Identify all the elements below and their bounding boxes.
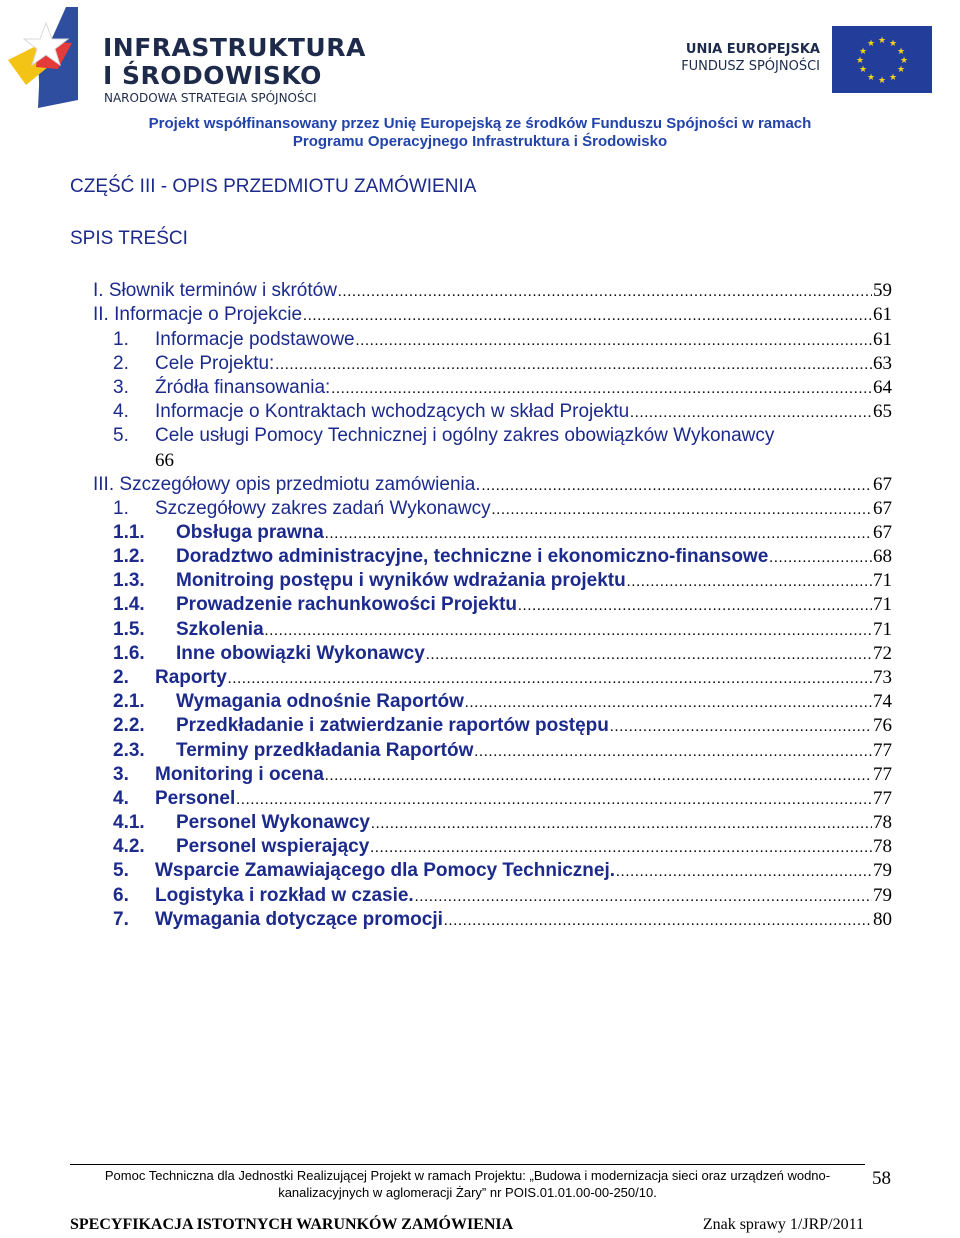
- toc-label: Wsparcie Zamawiającego dla Pomocy Technicznej.: [155, 860, 616, 881]
- svg-text:★: ★: [896, 65, 906, 75]
- toc-leader: [610, 719, 872, 736]
- toc-label: Personel: [155, 788, 236, 809]
- toc-entry[interactable]: [113, 812, 892, 836]
- toc-leader: [356, 333, 872, 350]
- toc-page: 72: [873, 643, 892, 664]
- toc-leader: [482, 478, 872, 495]
- toc-number: 6.: [113, 885, 129, 906]
- toc-entry[interactable]: [113, 691, 892, 715]
- toc-page: 71: [873, 594, 892, 615]
- eu-union-label: UNIA EUROPEJSKA: [685, 42, 820, 57]
- toc-entry[interactable]: [113, 329, 892, 353]
- logo-title-line1: INFRASTRUKTURA: [103, 33, 366, 62]
- toc-entry[interactable]: [113, 594, 892, 618]
- toc-page: 67: [873, 498, 892, 519]
- toc-leader: [627, 574, 872, 591]
- toc-page: 61: [873, 329, 892, 350]
- toc-page: 76: [873, 715, 892, 736]
- toc-number: 5.: [113, 425, 129, 446]
- toc-entry[interactable]: [113, 425, 892, 449]
- toc-number: 1.6.: [113, 643, 145, 664]
- toc-page: 80: [873, 909, 892, 930]
- eu-fund-label: [681, 42, 820, 74]
- toc-number: 1.4.: [113, 594, 145, 615]
- toc-page: 67: [873, 522, 892, 543]
- toc-number: 2.2.: [113, 715, 145, 736]
- toc-page: 77: [873, 740, 892, 761]
- toc-number: 1.2.: [113, 546, 145, 567]
- toc-entry[interactable]: [113, 498, 892, 522]
- footer-project-line2: kanalizacyjnych w aglomeracji Żary” nr POIS.01.01.00-00-250/10.: [278, 1185, 657, 1200]
- toc-label: Szkolenia: [176, 619, 264, 640]
- toc-entry[interactable]: [113, 619, 892, 643]
- toc-heading: SPIS TREŚCI: [70, 228, 188, 249]
- toc-entry[interactable]: [113, 740, 892, 764]
- toc-page: 78: [873, 836, 892, 857]
- logo-subtitle: NARODOWA STRATEGIA SPÓJNOŚCI: [104, 91, 317, 105]
- toc-number: 2.1.: [113, 691, 145, 712]
- toc-number: 4.: [113, 788, 129, 809]
- toc-page: 77: [873, 788, 892, 809]
- toc-number: 4.1.: [113, 812, 145, 833]
- toc-label: Słownik terminów i skrótów: [108, 280, 337, 301]
- toc-label: Doradztwo administracyjne, techniczne i ekonomiczno-finansowe: [176, 546, 769, 567]
- toc-entry[interactable]: [113, 546, 892, 570]
- toc-entry[interactable]: [113, 860, 892, 884]
- svg-text:★: ★: [877, 76, 887, 86]
- footer-case-reference: Znak sprawy 1/JRP/2011: [702, 1216, 864, 1233]
- toc-leader: [275, 357, 872, 374]
- svg-text:★: ★: [858, 65, 868, 75]
- toc-number: 2.: [113, 353, 129, 374]
- toc-label: Obsługa prawna: [176, 522, 324, 543]
- toc-label: Wymagania odnośnie Raportów: [176, 691, 464, 712]
- cofinance-line2: Programu Operacyjnego Infrastruktura i Środowisko: [292, 133, 668, 150]
- toc-label: Szczegółowy opis przedmiotu zamówienia.: [119, 474, 481, 495]
- toc-page: 79: [873, 860, 892, 881]
- toc-leader: [415, 889, 872, 906]
- toc-leader: [426, 647, 872, 664]
- toc-page: 77: [873, 764, 892, 785]
- cofinance-line1: Projekt współfinansowany przez Unię Europejską ze środków Funduszu Spójności w ramach: [148, 115, 812, 132]
- toc-leader: [370, 840, 872, 857]
- toc-page: 68: [873, 546, 892, 567]
- cohesion-fund-label: FUNDUSZ SPÓJNOŚCI: [681, 59, 820, 74]
- toc-leader: [303, 308, 872, 325]
- toc-leader: [769, 550, 872, 567]
- toc-label: Monitroing postępu i wyników wdrażania projektu: [176, 570, 626, 591]
- footer-project-note: [70, 1167, 865, 1201]
- toc-entry[interactable]: [113, 788, 892, 812]
- toc-entry[interactable]: [93, 474, 892, 498]
- toc-page: 74: [873, 691, 892, 712]
- svg-text:★: ★: [888, 39, 898, 49]
- toc-label: Informacje podstawowe: [155, 329, 355, 350]
- infrastruktura-logo: [8, 5, 366, 110]
- toc-number: 2.: [113, 667, 129, 688]
- toc-label: Informacje o Projekcie: [114, 304, 303, 325]
- toc-entry[interactable]: [113, 377, 892, 401]
- toc-number: 1.3.: [113, 570, 145, 591]
- toc-number: 2.3.: [113, 740, 145, 761]
- page-number: 58: [872, 1168, 891, 1189]
- svg-text:★: ★: [877, 36, 887, 46]
- toc-label: Monitoring i ocena: [155, 764, 324, 785]
- toc-entry[interactable]: [113, 885, 892, 909]
- toc-entry[interactable]: [113, 667, 892, 691]
- toc-page: 63: [873, 353, 892, 374]
- toc-label: Personel Wykonawcy: [176, 812, 370, 833]
- toc-entry[interactable]: [93, 280, 892, 304]
- toc-label: Terminy przedkładania Raportów: [176, 740, 474, 761]
- toc-page: 61: [873, 304, 892, 325]
- toc-page: 71: [873, 570, 892, 591]
- toc-label: Prowadzenie rachunkowości Projektu: [176, 594, 518, 615]
- toc-page: 79: [873, 885, 892, 906]
- eu-flag-icon: [832, 26, 932, 93]
- svg-text:★: ★: [896, 47, 906, 57]
- toc-leader: [465, 695, 872, 712]
- toc-number: 3.: [113, 764, 129, 785]
- toc-number: 4.: [113, 401, 129, 422]
- toc-number: II.: [93, 304, 109, 325]
- toc-number: 4.2.: [113, 836, 145, 857]
- toc-number: 5.: [113, 860, 129, 881]
- toc-page: 73: [873, 667, 892, 688]
- toc-number: 1.1.: [113, 522, 145, 543]
- toc-entry[interactable]: [113, 764, 892, 788]
- toc-entry[interactable]: [113, 401, 892, 425]
- svg-text:★: ★: [855, 56, 865, 66]
- toc-leader: [630, 405, 872, 422]
- toc-leader: [265, 623, 872, 640]
- footer-spec-title: SPECYFIKACJA ISTOTNYCH WARUNKÓW ZAMÓWIENIA: [70, 1216, 514, 1233]
- toc-number: 7.: [113, 909, 129, 930]
- toc-number: 1.: [113, 498, 129, 519]
- footer-divider: [70, 1164, 865, 1165]
- toc-leader: [492, 502, 872, 519]
- toc-number: I.: [93, 280, 104, 301]
- toc-entry[interactable]: [113, 836, 892, 860]
- toc-entry[interactable]: [113, 522, 892, 546]
- toc-number: 3.: [113, 377, 129, 398]
- toc-label: Źródła finansowania:: [155, 377, 331, 398]
- toc-label: Wymagania dotyczące promocji: [155, 909, 443, 930]
- toc-entry[interactable]: [113, 909, 892, 933]
- logo-title-line2: I ŚRODOWISKO: [103, 61, 322, 90]
- toc-label: Logistyka i rozkład w czasie.: [155, 885, 414, 906]
- toc-page: 71: [873, 619, 892, 640]
- toc-entry[interactable]: [93, 304, 892, 328]
- toc-entry[interactable]: [113, 643, 892, 667]
- toc-page: 65: [873, 401, 892, 422]
- toc-page: 78: [873, 812, 892, 833]
- part-title: CZĘŚĆ III - OPIS PRZEDMIOTU ZAMÓWIENIA: [70, 176, 477, 197]
- toc-leader: [228, 671, 872, 688]
- toc-leader: [338, 284, 872, 301]
- toc-label: Informacje o Kontraktach wchodzących w skład Projektu: [155, 401, 630, 422]
- svg-text:★: ★: [899, 56, 909, 66]
- svg-text:★: ★: [858, 47, 868, 57]
- toc-leader: [616, 864, 872, 881]
- svg-text:★: ★: [888, 73, 898, 83]
- toc-leader: [474, 744, 872, 761]
- toc-label: Inne obowiązki Wykonawcy: [176, 643, 425, 664]
- svg-text:★: ★: [866, 73, 876, 83]
- toc-page: 67: [873, 474, 892, 495]
- toc-number: 1.: [113, 329, 129, 350]
- toc-leader: [325, 526, 872, 543]
- toc-label: Raporty: [155, 667, 227, 688]
- footer-project-line1: Pomoc Techniczna dla Jednostki Realizującej Projekt w ramach Projektu: „Budowa i modernizacja sieci oraz urządzeń wodno-: [104, 1168, 831, 1183]
- toc-leader: [236, 792, 872, 809]
- toc-entry[interactable]: [113, 353, 892, 377]
- toc-page: 64: [873, 377, 892, 398]
- toc-entry[interactable]: [113, 570, 892, 594]
- toc-number: 1.5.: [113, 619, 145, 640]
- toc-leader: [325, 768, 872, 785]
- toc-label: Personel wspierający: [176, 836, 370, 857]
- toc-page: 59: [873, 280, 892, 301]
- toc-number: III.: [93, 474, 115, 495]
- toc-label: Przedkładanie i zatwierdzanie raportów postępu: [176, 715, 609, 736]
- toc-label: Cele usługi Pomocy Technicznej i ogólny zakres obowiązków Wykonawcy: [155, 425, 775, 446]
- toc-label: Szczegółowy zakres zadań Wykonawcy: [155, 498, 491, 519]
- toc-page: 66: [155, 450, 174, 471]
- svg-text:★: ★: [866, 39, 876, 49]
- star-logo-icon: [8, 5, 98, 110]
- toc-leader: [371, 816, 872, 833]
- toc-leader: [331, 381, 872, 398]
- toc-leader: [444, 913, 872, 930]
- toc-label: Cele Projektu:: [155, 353, 275, 374]
- toc-leader: [518, 598, 872, 615]
- toc-entry[interactable]: [113, 715, 892, 739]
- cofinance-statement: [0, 115, 960, 151]
